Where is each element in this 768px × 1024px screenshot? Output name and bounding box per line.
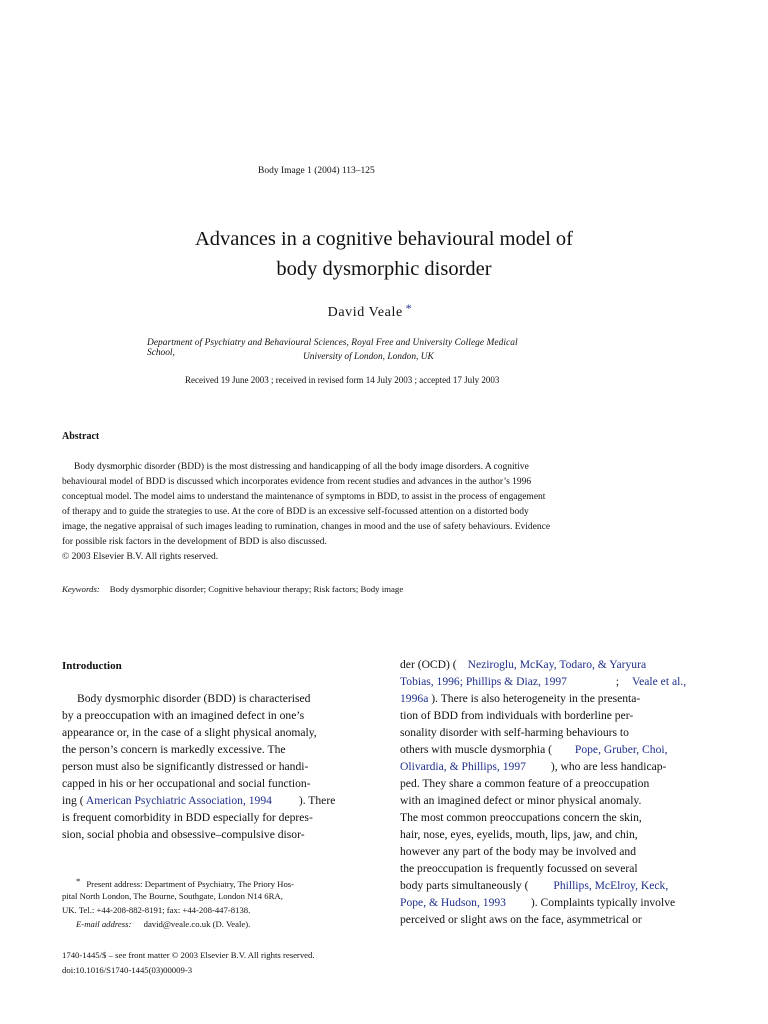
- column1-line: person must also be significantly distressed or handi-: [62, 760, 309, 773]
- text-fragment: ;: [615, 675, 620, 688]
- citation-link-phillips-1993[interactable]: Phillips, McElroy, Keck,: [553, 879, 669, 892]
- column2-line: ped. They share a common feature of a preoccupation: [400, 777, 650, 790]
- email-address[interactable]: david@veale.co.uk (D. Veale).: [143, 919, 251, 929]
- citation-link-veale-1996a[interactable]: Veale et al.,: [632, 675, 687, 688]
- citation-link-phillips-1993-cont[interactable]: Pope, & Hudson, 1993: [400, 896, 506, 909]
- column2-line: perceived or slight aws on the face, asymmetrical or: [400, 913, 642, 926]
- email-label: E-mail address:: [76, 919, 132, 929]
- text-fragment: others with muscle dysmorphia (: [400, 743, 552, 756]
- footnote-line-2: pital North London, The Bourne, Southgate, London N14 6RA,: [62, 891, 283, 901]
- column1-line: [62, 794, 335, 807]
- text-fragment: ). There is also heterogeneity in the presenta-: [431, 692, 641, 705]
- copyright-line: © 2003 Elsevier B.V. All rights reserved.: [62, 552, 219, 562]
- column2-line: with an imagined defect or minor physical anomaly.: [400, 794, 642, 807]
- citation-link-neziroglu-1996[interactable]: Neziroglu, McKay, Todaro, & Yaryura: [467, 658, 647, 671]
- affiliation-line-2: School,: [147, 348, 175, 358]
- title-line-1: Advances in a cognitive behavioural model of: [195, 228, 573, 250]
- abstract-heading: Abstract: [62, 431, 100, 442]
- column2-line: [400, 658, 646, 671]
- column1-line: is frequent comorbidity in BDD especially for depres-: [62, 811, 313, 824]
- text-fragment: ing (: [62, 794, 84, 807]
- title-line-2: body dysmorphic disorder: [276, 258, 492, 280]
- abstract-line: for possible risk factors in the development of BDD is also discussed.: [62, 537, 327, 547]
- footnote-marker: *: [76, 876, 81, 886]
- column2-line: tion of BDD from individuals with borderline per-: [400, 709, 634, 722]
- author-line: [0, 301, 740, 321]
- author-name: David Veale: [327, 305, 403, 320]
- citation-link-phillips-diaz-1997[interactable]: Tobias, 1996; Phillips & Diaz, 1997: [400, 675, 567, 688]
- column1-line: capped in his or her occupational and social function-: [62, 777, 311, 790]
- column2-line: The most common preoccupations concern the skin,: [400, 811, 642, 824]
- column2-line: sonality disorder with self-harming behaviours to: [400, 726, 629, 739]
- keywords-text: Body dysmorphic disorder; Cognitive behaviour therapy; Risk factors; Body image: [109, 584, 404, 594]
- column2-line: [400, 692, 640, 705]
- abstract-line: Body dysmorphic disorder (BDD) is the most distressing and handicapping of all the body image disorders. A cognitive: [74, 462, 529, 472]
- text-fragment: body parts simultaneously (: [400, 879, 529, 892]
- author-footnote-marker[interactable]: *: [405, 301, 413, 315]
- column2-line: [400, 896, 675, 909]
- section-heading-introduction: Introduction: [62, 660, 122, 672]
- citation-link-pope-1997[interactable]: Pope, Gruber, Choi,: [574, 743, 668, 756]
- front-matter-issn: 1740-1445/$ – see front matter © 2003 Elsevier B.V. All rights reserved.: [62, 950, 315, 960]
- abstract-line: conceptual model. The model aims to understand the maintenance of symptoms in BDD, to assist in the process of engagement: [62, 492, 546, 502]
- column1-line: by a preoccupation with an imagined defect in one’s: [62, 709, 305, 722]
- footnote-text: Present address: Department of Psychiatry, The Priory Hos-: [86, 879, 295, 889]
- column1-line: Body dysmorphic disorder (BDD) is characterised: [77, 692, 311, 705]
- citation-link-apa-1994[interactable]: American Psychiatric Association, 1994: [85, 794, 272, 807]
- front-matter-doi: doi:10.1016/S1740-1445(03)00009-3: [62, 965, 193, 975]
- keywords-line: [62, 584, 403, 594]
- column2-line: however any part of the body may be involved and: [400, 845, 636, 858]
- text-fragment: ). There: [298, 794, 336, 807]
- article-title: [0, 224, 768, 284]
- text-fragment: ), who are less handicap-: [550, 760, 667, 773]
- column2-line: [400, 743, 668, 756]
- column2-line: [400, 760, 666, 773]
- text-fragment: der (OCD) (: [400, 658, 457, 671]
- footnote-line-3: UK. Tel.: +44-208-882-8191; fax: +44-208-447-8138.: [62, 905, 251, 915]
- column1-line: the person’s concern is markedly excessive. The: [62, 743, 286, 756]
- column1-line: sion, social phobia and obsessive–compulsive disor-: [62, 828, 305, 841]
- abstract-line: image, the negative appraisal of such images leading to rumination, changes in mood and the use of safety behaviours. Evidence: [62, 522, 551, 532]
- column2-line: [400, 675, 686, 688]
- abstract-line: behavioural model of BDD is discussed which incorporates evidence from recent studies and advances in the author’s 1996: [62, 477, 532, 487]
- journal-reference: Body Image 1 (2004) 113–125: [258, 166, 375, 176]
- affiliation-line-3: University of London, London, UK: [303, 352, 434, 362]
- keywords-label: Keywords:: [62, 584, 100, 594]
- affiliation-line-1: Department of Psychiatry and Behavioural Sciences, Royal Free and University College Medical: [147, 338, 518, 348]
- column2-line: the preoccupation is frequently focussed on several: [400, 862, 638, 875]
- abstract-line: of therapy and to guide the strategies to use. At the core of BDD is an excessive self-focussed attention on a distorted body: [62, 507, 529, 517]
- column1-line: appearance or, in the case of a slight physical anomaly,: [62, 726, 317, 739]
- received-dates: Received 19 June 2003 ; received in revised form 14 July 2003 ; accepted 17 July 2003: [185, 375, 500, 385]
- citation-link-veale-1996a-cont[interactable]: 1996a: [400, 692, 429, 705]
- citation-link-pope-1997-cont[interactable]: Olivardia, & Phillips, 1997: [400, 760, 526, 773]
- text-fragment: ). Complaints typically involve: [530, 896, 676, 909]
- column2-line: hair, nose, eyes, eyelids, mouth, lips, jaw, and chin,: [400, 828, 638, 841]
- footnote-email-line: [76, 919, 250, 929]
- footnote-line-1: [76, 876, 294, 889]
- column2-line: [400, 879, 668, 892]
